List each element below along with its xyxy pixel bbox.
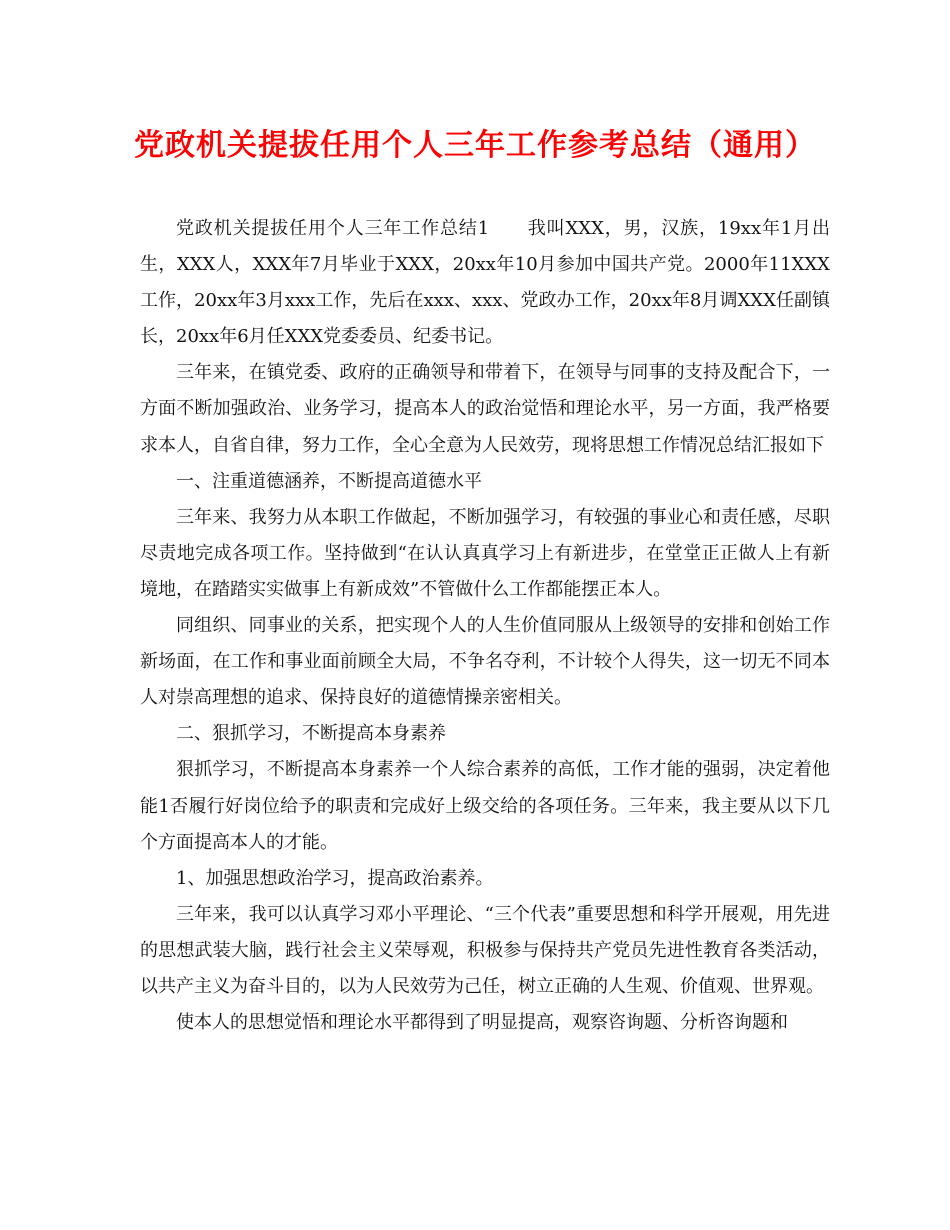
paragraph: 同组织、同事业的关系，把实现个人的人生价值同服从上级领导的安排和创始工作新场面，在工作和事业面前顾全大局，不争名夺利，不计较个人得失，这一切无不同本人对崇高理想的追求、保持良好的道德情操亲密相关。 xyxy=(140,615,830,709)
paragraph: 党政机关提拔任用个人三年工作总结1 我叫XXX，男，汉族，19xx年1月出生，XXX人，XXX年7月毕业于XXX，20xx年10月参加中国共产党。2000年11XXX工作，20xx年3月xxx工作，先后在xxx、xxx、党政办工作，20xx年8月调XXX任副镇长，20xx年6月任XXX党委委员、纪委书记。 xyxy=(140,218,830,348)
section-heading: 二、狠抓学习，不断提高本身素养 xyxy=(176,723,446,745)
section-heading: 一、注重道德涵养，不断提高道德水平 xyxy=(176,470,482,492)
paragraph: 使本人的思想觉悟和理论水平都得到了明显提高，观察咨询题、分析咨询题和 xyxy=(176,1012,788,1034)
paragraph: 三年来、我努力从本职工作做起，不断加强学习，有较强的事业心和责任感，尽职尽责地完成各项工作。坚持做到“在认认真真学习上有新进步，在堂堂正正做人上有新境地，在踏踏实实做事上有新成效”不管做什么工作都能摆正本人。 xyxy=(140,506,830,600)
paragraph: 狠抓学习，不断提高本身素养一个人综合素养的高低，工作才能的强弱，决定着他能1否履行好岗位给予的职责和完成好上级交给的各项任务。三年来，我主要从以下几个方面提高本人的才能。 xyxy=(140,759,830,853)
document-title: 党政机关提拔任用个人三年工作参考总结（通用） xyxy=(134,128,816,163)
paragraph: 三年来，我可以认真学习邓小平理论、“三个代表”重要思想和科学开展观，用先进的思想武装大脑，践行社会主义荣辱观，积极参与保持共产党员先进性教育各类活动，以共产主义为奋斗目的，以为人民效劳为己任，树立正确的人生观、价值观、世界观。 xyxy=(140,903,830,997)
paragraph: 三年来，在镇党委、政府的正确领导和带着下，在领导与同事的支持及配合下，一方面不断加强政治、业务学习，提高本人的政治觉悟和理论水平，另一方面，我严格要求本人，自省自律，努力工作，全心全意为人民效劳，现将思想工作情况总结汇报如下 xyxy=(140,362,830,456)
subsection-heading: 1、加强思想政治学习，提高政治素养。 xyxy=(176,867,494,889)
document-body xyxy=(140,211,830,1041)
